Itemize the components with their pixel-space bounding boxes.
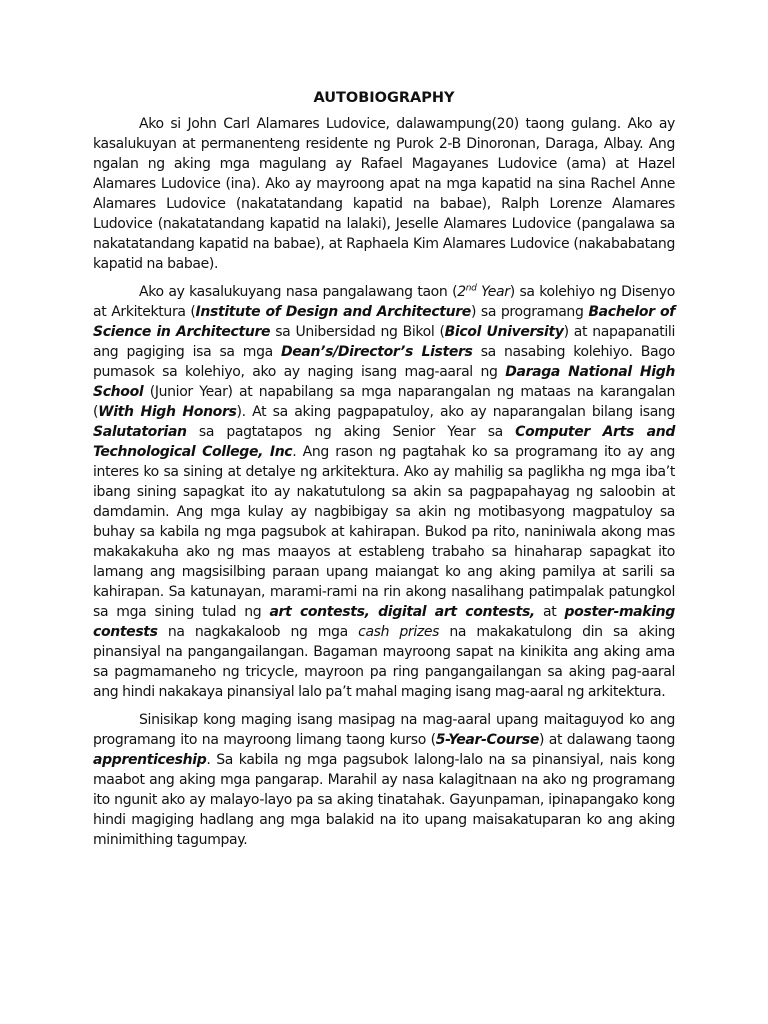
text-run: ) at dalawang taong <box>538 732 675 748</box>
text-run: 2 <box>457 284 466 300</box>
text-run: ) at napapanatili ang pagiging isa sa mga <box>93 324 675 360</box>
emphasis-text: Dean’s/Director’s Listers <box>281 344 473 360</box>
emphasis-text: Institute of Design and Architecture <box>195 304 471 320</box>
text-run: at <box>534 604 565 620</box>
paragraph-education <box>93 282 675 702</box>
document-title: AUTOBIOGRAPHY <box>313 90 455 106</box>
emphasis-text: Bachelor of Science in Architecture <box>93 304 675 340</box>
emphasis-text: Bicol University <box>444 324 564 340</box>
text-run: Year <box>476 284 510 300</box>
paragraph-aspirations <box>93 710 675 850</box>
text-run <box>457 284 510 300</box>
text-run: ) sa kolehiyo ng Disenyo at Arkitektura ( <box>93 284 675 320</box>
document-page <box>93 88 675 858</box>
text-run: . Sa kabila ng mga pagsubok lalong-lalo na sa pinansiyal, nais kong maabot ang aking mga pangarap. Marahil ay nasa kalagitnaan na ako ng programang ito ngunit ako ay malayo-layo pa sa aking tinatahak. Gayunpaman, ipinapangako kong hindi magiging hadlang ang mga balakid na ito upang maisakatuparan ko ang aking minimithing tagumpay. <box>93 752 675 848</box>
emphasis-text: Computer Arts and Technological College, Inc <box>93 424 675 460</box>
emphasis-text: art contests, digital art contests, <box>269 604 535 620</box>
text-run: na makakatulong din sa aking pinansiyal na pangangailangan. Bagaman mayroong sapat na kinikita ang aking ama sa pagmamaneho ng tricycle, mayroon pa ring pangangailangan sa aking pag-aaral ang hindi nakakaya pinansiyal lalo pa’t mahal maging isang mag-aaral ng arkitektura. <box>93 624 675 700</box>
paragraph-personal-info: Ako si John Carl Alamares Ludovice, dalawampung(20) taong gulang. Ako ay kasalukuyan at permanenteng residente ng Purok 2-B Dinoronan, Daraga, Albay. Ang ngalan ng aking mga magulang ay Rafael Magayanes Ludovice (ama) at Hazel Alamares Ludovice (ina). Ako ay mayroong apat na mga kapatid na sina Rachel Anne Alamares Ludovice (nakatatandang kapatid na babae), Ralph Lorenze Alamares Ludovice (nakatatandang kapatid na lalaki), Jeselle Alamares Ludovice (pangalawa sa nakatatandang kapatid na babae), at Raphaela Kim Alamares Ludovice (nakababatang kapatid na babae). <box>93 116 675 272</box>
superscript: nd <box>465 283 477 294</box>
emphasis-text: Salutatorian <box>93 424 187 440</box>
text-run: na nagkakaloob ng mga <box>157 624 359 640</box>
text-run: ) sa programang <box>470 304 589 320</box>
italic-text: cash prizes <box>358 624 440 640</box>
text-run: sa nasabing kolehiyo. Bago pumasok sa kolehiyo, ako ay naging isang mag-aaral ng <box>93 344 675 380</box>
text-run: sa Unibersidad ng Bikol ( <box>270 324 445 340</box>
text-run: sa pagtatapos ng aking Senior Year sa <box>186 424 516 440</box>
text-run: (Junior Year) at napabilang sa mga naparangalan ng mataas na karangalan ( <box>93 384 675 420</box>
emphasis-text: With High Honors <box>98 404 237 420</box>
emphasis-text: poster-making contests <box>93 604 675 640</box>
text-run: Ako ay kasalukuyang nasa pangalawang taon ( <box>139 284 458 300</box>
emphasis-text: apprenticeship <box>93 752 207 768</box>
text-run: Sinisikap kong maging isang masipag na mag-aaral upang maitaguyod ko ang programang ito na mayroong limang taong kurso ( <box>93 712 675 748</box>
text-run: ). At sa aking pagpapatuloy, ako ay naparangalan bilang isang <box>236 404 675 420</box>
text-run: . Ang rason ng pagtahak ko sa programang ito ay ang interes ko sa sining at detalye ng arkitektura. Ako ay mahilig sa paglikha ng mga iba’t ibang sining sapagkat ito ay nakatutulong sa akin sa pagpapahayag ng saloobin at damdamin. Ang mga kulay ay nagbibigay sa akin ng motibasyong magpatuloy sa buhay sa kabila ng mga pagsubok at kahirapan. Bukod pa rito, naniniwala akong mas makakakuha ako ng mas maayos at estableng trabaho sa hinaharap sapagkat ito lamang ang magsisilbing paraan upang maiangat ko ang aking pamilya at sarili sa kahirapan. Sa katunayan, marami-rami na rin akong nasalihang patimpalak patungkol sa mga sining tulad ng <box>93 444 676 620</box>
emphasis-text: 5-Year-Course <box>435 732 539 748</box>
emphasis-text: Daraga National High School <box>93 364 675 400</box>
